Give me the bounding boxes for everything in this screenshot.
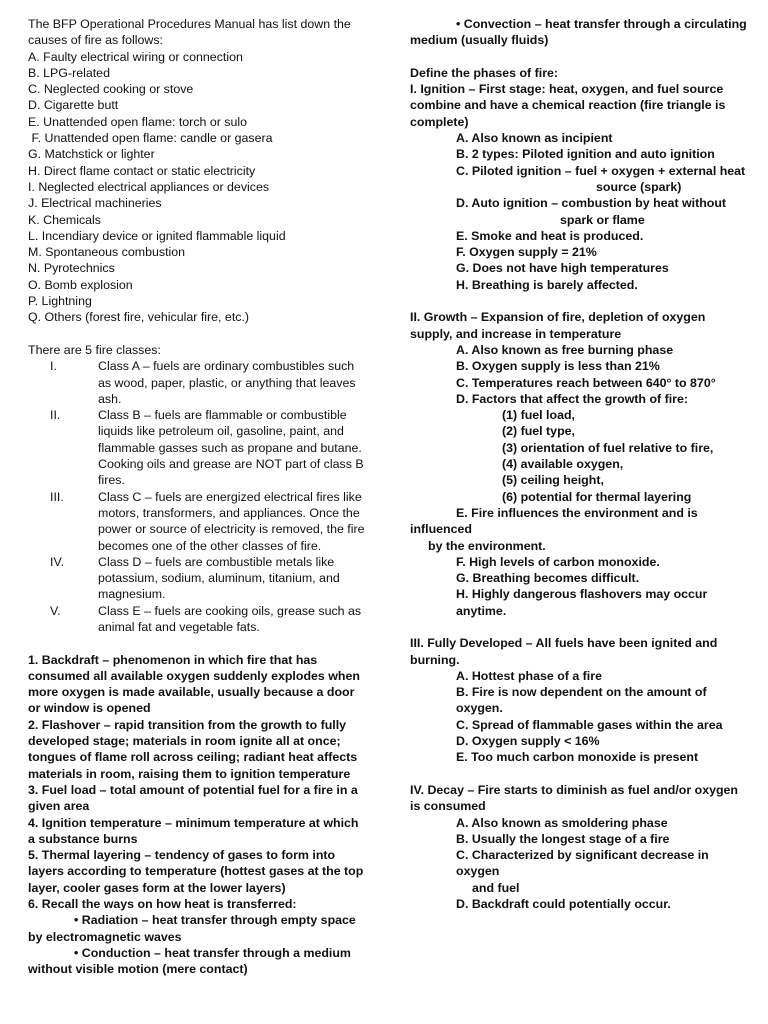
list-item — [28, 489, 368, 554]
right-column — [410, 16, 750, 912]
decay-list — [410, 815, 750, 913]
convection-line-1: • Convection – heat transfer through a circulating — [456, 17, 747, 31]
roman-numeral: V. — [50, 603, 61, 618]
list-item: B. LPG-related — [28, 65, 110, 80]
list-item: C. Neglected cooking or stove — [28, 82, 194, 97]
list-item: N. Pyrotechnics — [28, 261, 115, 276]
list-item-cont: source (spark) — [596, 179, 682, 194]
list-item: C. Spread of flammable gases within the area — [456, 717, 723, 732]
list-item: A. Also known as smoldering phase — [456, 815, 668, 830]
roman-numeral: II. — [50, 408, 61, 423]
class-text: Class B – fuels are flammable or combustible liquids like petroleum oil, gasoline, paint, and flammable gasses such as propane and butane. Cooking oils and grease are NOT part of class B fires. — [98, 408, 364, 488]
list-item: F. High levels of carbon monoxide. — [456, 554, 660, 569]
list-item-cont: spark or flame — [560, 212, 645, 227]
list-item: F. Unattended open flame: candle or gasera — [28, 131, 273, 146]
list-item: C. Piloted ignition – fuel + oxygen + external heat — [456, 163, 746, 178]
list-item: H. Highly dangerous flashovers may occur — [456, 587, 708, 602]
factor-item: (1) fuel load, — [502, 408, 575, 423]
list-item-cont: by the environment. — [428, 538, 546, 553]
factor-item: (5) ceiling height, — [502, 473, 604, 488]
list-item: P. Lightning — [28, 294, 92, 309]
causes-list — [28, 49, 368, 326]
list-item: E. Smoke and heat is produced. — [456, 228, 644, 243]
fully-developed-heading: III. Fully Developed – All fuels have been ignited and burning. — [410, 636, 718, 667]
list-item: 1. Backdraft – phenomenon in which fire that has consumed all available oxygen suddenly explodes when more oxygen is made available, usually because a door or window is opened — [28, 652, 360, 716]
intro-text: The BFP Operational Procedures Manual has list down the causes of fire as follows: — [28, 17, 351, 48]
list-item: H. Direct flame contact or static electricity — [28, 163, 256, 178]
classes-list — [28, 358, 368, 635]
phases-heading: Define the phases of fire: — [410, 65, 559, 80]
list-item: A. Faulty electrical wiring or connection — [28, 49, 243, 64]
list-item: E. Unattended open flame: torch or sulo — [28, 114, 248, 129]
list-item-cont: influenced — [410, 522, 472, 537]
list-item — [28, 554, 368, 603]
factor-item: (6) potential for thermal layering — [502, 489, 692, 504]
list-item: D. Cigarette butt — [28, 98, 119, 113]
fully-developed-list — [410, 668, 750, 766]
list-item: B. Oxygen supply is less than 21% — [456, 359, 660, 374]
list-item: 2. Flashover – rapid transition from the growth to fully developed stage; materials in room ignite all at once; tongues of flame roll across ceiling; radiant heat affects materials in room, raising them to ignition temperature — [28, 717, 358, 781]
roman-numeral: I. — [50, 359, 57, 374]
list-item: J. Electrical machineries — [28, 196, 162, 211]
left-column — [28, 16, 368, 978]
class-text: Class D – fuels are combustible metals like potassium, sodium, aluminum, titanium, and magnesium. — [98, 554, 340, 602]
list-item: L. Incendiary device or ignited flammable liquid — [28, 228, 286, 243]
terms-list — [28, 652, 368, 978]
factor-item: (2) fuel type, — [502, 424, 575, 439]
growth-list — [410, 342, 750, 619]
list-item: A. Also known as free burning phase — [456, 342, 674, 357]
list-item: D. Oxygen supply < 16% — [456, 734, 600, 749]
list-item: 4. Ignition temperature – minimum temperature at which a substance burns — [28, 815, 359, 846]
convection-line-2: medium (usually fluids) — [410, 33, 549, 48]
list-item: B. Usually the longest stage of a fire — [456, 831, 670, 846]
list-item: 5. Thermal layering – tendency of gases to form into layers according to temperature (hottest gases at the top layer, cooler gases form at the lower layers) — [28, 848, 364, 895]
list-item-cont: and fuel — [472, 880, 520, 895]
list-item: B. Fire is now dependent on the amount of — [456, 685, 707, 700]
list-item: B. 2 types: Piloted ignition and auto ignition — [456, 147, 715, 162]
list-item: E. Too much carbon monoxide is present — [456, 750, 699, 765]
class-text: Class C – fuels are energized electrical fires like motors, transformers, and appliances. Once the power or source of electricity is removed, the fire becomes one of the other classes of fire. — [98, 489, 365, 553]
list-item: C. Characterized by significant decrease in oxygen — [456, 848, 709, 879]
list-item: D. Auto ignition – combustion by heat without — [456, 196, 727, 211]
list-item: A. Also known as incipient — [456, 131, 613, 146]
list-item: K. Chemicals — [28, 212, 101, 227]
conduction-line-2: without visible motion (mere contact) — [28, 962, 248, 977]
list-item: A. Hottest phase of a fire — [456, 668, 602, 683]
growth-heading: II. Growth – Expansion of fire, depletion of oxygen supply, and increase in temperature — [410, 310, 706, 341]
roman-numeral: III. — [50, 489, 64, 504]
list-item — [28, 603, 368, 636]
list-item: H. Breathing is barely affected. — [456, 277, 638, 292]
list-item: C. Temperatures reach between 640° to 870° — [456, 375, 716, 390]
class-text: Class A – fuels are ordinary combustibles such as wood, paper, plastic, or anything that leaves ash. — [98, 359, 356, 406]
list-item: F. Oxygen supply = 21% — [456, 245, 597, 260]
list-item: G. Matchstick or lighter — [28, 147, 155, 162]
classes-heading: There are 5 fire classes: — [28, 342, 161, 357]
list-item: E. Fire influences the environment and is — [456, 505, 698, 520]
list-item: 6. Recall the ways on how heat is transferred: — [28, 897, 297, 912]
list-item: G. Breathing becomes difficult. — [456, 571, 640, 586]
list-item: D. Backdraft could potentially occur. — [456, 897, 671, 912]
list-item: D. Factors that affect the growth of fire: — [456, 391, 688, 406]
ignition-heading: I. Ignition – First stage: heat, oxygen, and fuel source combine and have a chemical reaction (fire triangle is complete) — [410, 82, 726, 129]
list-item: O. Bomb explosion — [28, 277, 133, 292]
decay-heading: IV. Decay – Fire starts to diminish as fuel and/or oxygen is consumed — [410, 782, 739, 814]
radiation-line-2: by electromagnetic waves — [28, 929, 182, 944]
class-text: Class E – fuels are cooking oils, grease such as animal fat and vegetable fats. — [98, 603, 362, 634]
list-item: I. Neglected electrical appliances or devices — [28, 179, 270, 194]
list-item — [28, 358, 368, 407]
list-item: 3. Fuel load – total amount of potential fuel for a fire in a given area — [28, 782, 358, 814]
factor-item: (3) orientation of fuel relative to fire, — [502, 440, 714, 455]
factor-item: (4) available oxygen, — [502, 457, 624, 472]
list-item-cont: anytime. — [456, 603, 507, 618]
ignition-list — [410, 130, 750, 293]
list-item: M. Spontaneous combustion — [28, 245, 186, 260]
list-item: Q. Others (forest fire, vehicular fire, etc.) — [28, 310, 250, 325]
list-item — [28, 407, 368, 488]
list-item: G. Does not have high temperatures — [456, 261, 669, 276]
roman-numeral: IV. — [50, 554, 65, 569]
radiation-line-1: • Radiation – heat transfer through empty space — [74, 913, 356, 928]
conduction-line-1: • Conduction – heat transfer through a medium — [74, 945, 351, 960]
list-item-cont: oxygen. — [456, 701, 503, 716]
